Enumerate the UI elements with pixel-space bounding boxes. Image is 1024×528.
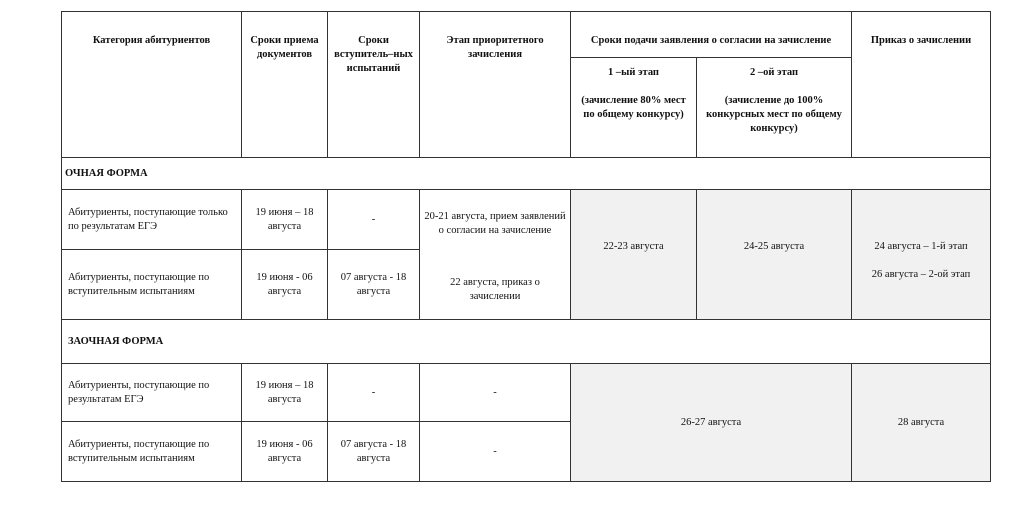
parttime-row1-category: Абитуриенты, поступающие по результатам ЕГЭ: [62, 364, 242, 422]
fulltime-order: [852, 190, 991, 320]
fulltime-row1-category: Абитуриенты, поступающие только по результатам ЕГЭ: [62, 190, 242, 250]
fulltime-row2-exams: 07 августа - 18 августа: [328, 250, 420, 320]
header-row: [62, 12, 991, 58]
parttime-row2-category: Абитуриенты, поступающие по вступительным испытаниям: [62, 422, 242, 482]
fulltime-stage1: 22-23 августа: [571, 190, 697, 320]
admission-schedule-table: [61, 11, 991, 482]
fulltime-row1-exams: -: [328, 190, 420, 250]
fulltime-priority-bottom: 22 августа, приказ о зачислении: [450, 277, 540, 302]
stage1-desc: (зачисление 80% мест по общему конкурсу): [581, 95, 686, 120]
parttime-row1-exams: -: [328, 364, 420, 422]
fulltime-priority: [420, 190, 571, 320]
fulltime-stage2: 24-25 августа: [697, 190, 852, 320]
parttime-row2-exams: 07 августа - 18 августа: [328, 422, 420, 482]
header-stage2: [697, 58, 852, 158]
parttime-order: 28 августа: [852, 364, 991, 482]
table-row: [62, 190, 991, 250]
parttime-section-row: [62, 320, 991, 364]
fulltime-row2-docs: 19 июня - 06 августа: [242, 250, 328, 320]
header-consent-dates: Сроки подачи заявления о согласии на зачисление: [571, 12, 852, 58]
parttime-row1-docs: 19 июня – 18 августа: [242, 364, 328, 422]
fulltime-row2-category: Абитуриенты, поступающие по вступительным испытаниям: [62, 250, 242, 320]
stage2-desc: (зачисление до 100% конкурсных мест по общему конкурсу): [706, 95, 842, 134]
fulltime-section-title: ОЧНАЯ ФОРМА: [62, 158, 991, 190]
fulltime-section-row: [62, 158, 991, 190]
header-priority-stage: Этап приоритетного зачисления: [420, 12, 571, 158]
fulltime-row1-docs: 19 июня – 18 августа: [242, 190, 328, 250]
fulltime-priority-top: 20-21 августа, прием заявлений о согласии на зачисление: [424, 211, 566, 236]
header-docs-dates: Сроки приема документов: [242, 12, 328, 158]
parttime-row2-priority: -: [420, 422, 571, 482]
header-stage1: [571, 58, 697, 158]
parttime-consent: 26-27 августа: [571, 364, 852, 482]
parttime-row2-docs: 19 июня - 06 августа: [242, 422, 328, 482]
parttime-row1-priority: -: [420, 364, 571, 422]
header-exam-dates: Сроки вступитель–ных испытаний: [328, 12, 420, 158]
header-category: Категория абитуриентов: [62, 12, 242, 158]
fulltime-order-line1: 24 августа – 1-й этап: [874, 241, 968, 252]
stage1-title: 1 –ый этап: [608, 67, 659, 78]
parttime-section-title: ЗАОЧНАЯ ФОРМА: [62, 320, 991, 364]
table-row: [62, 364, 991, 422]
fulltime-order-line2: 26 августа – 2-ой этап: [871, 269, 971, 280]
stage2-title: 2 –ой этап: [749, 67, 799, 78]
header-order: Приказ о зачислении: [852, 12, 991, 158]
